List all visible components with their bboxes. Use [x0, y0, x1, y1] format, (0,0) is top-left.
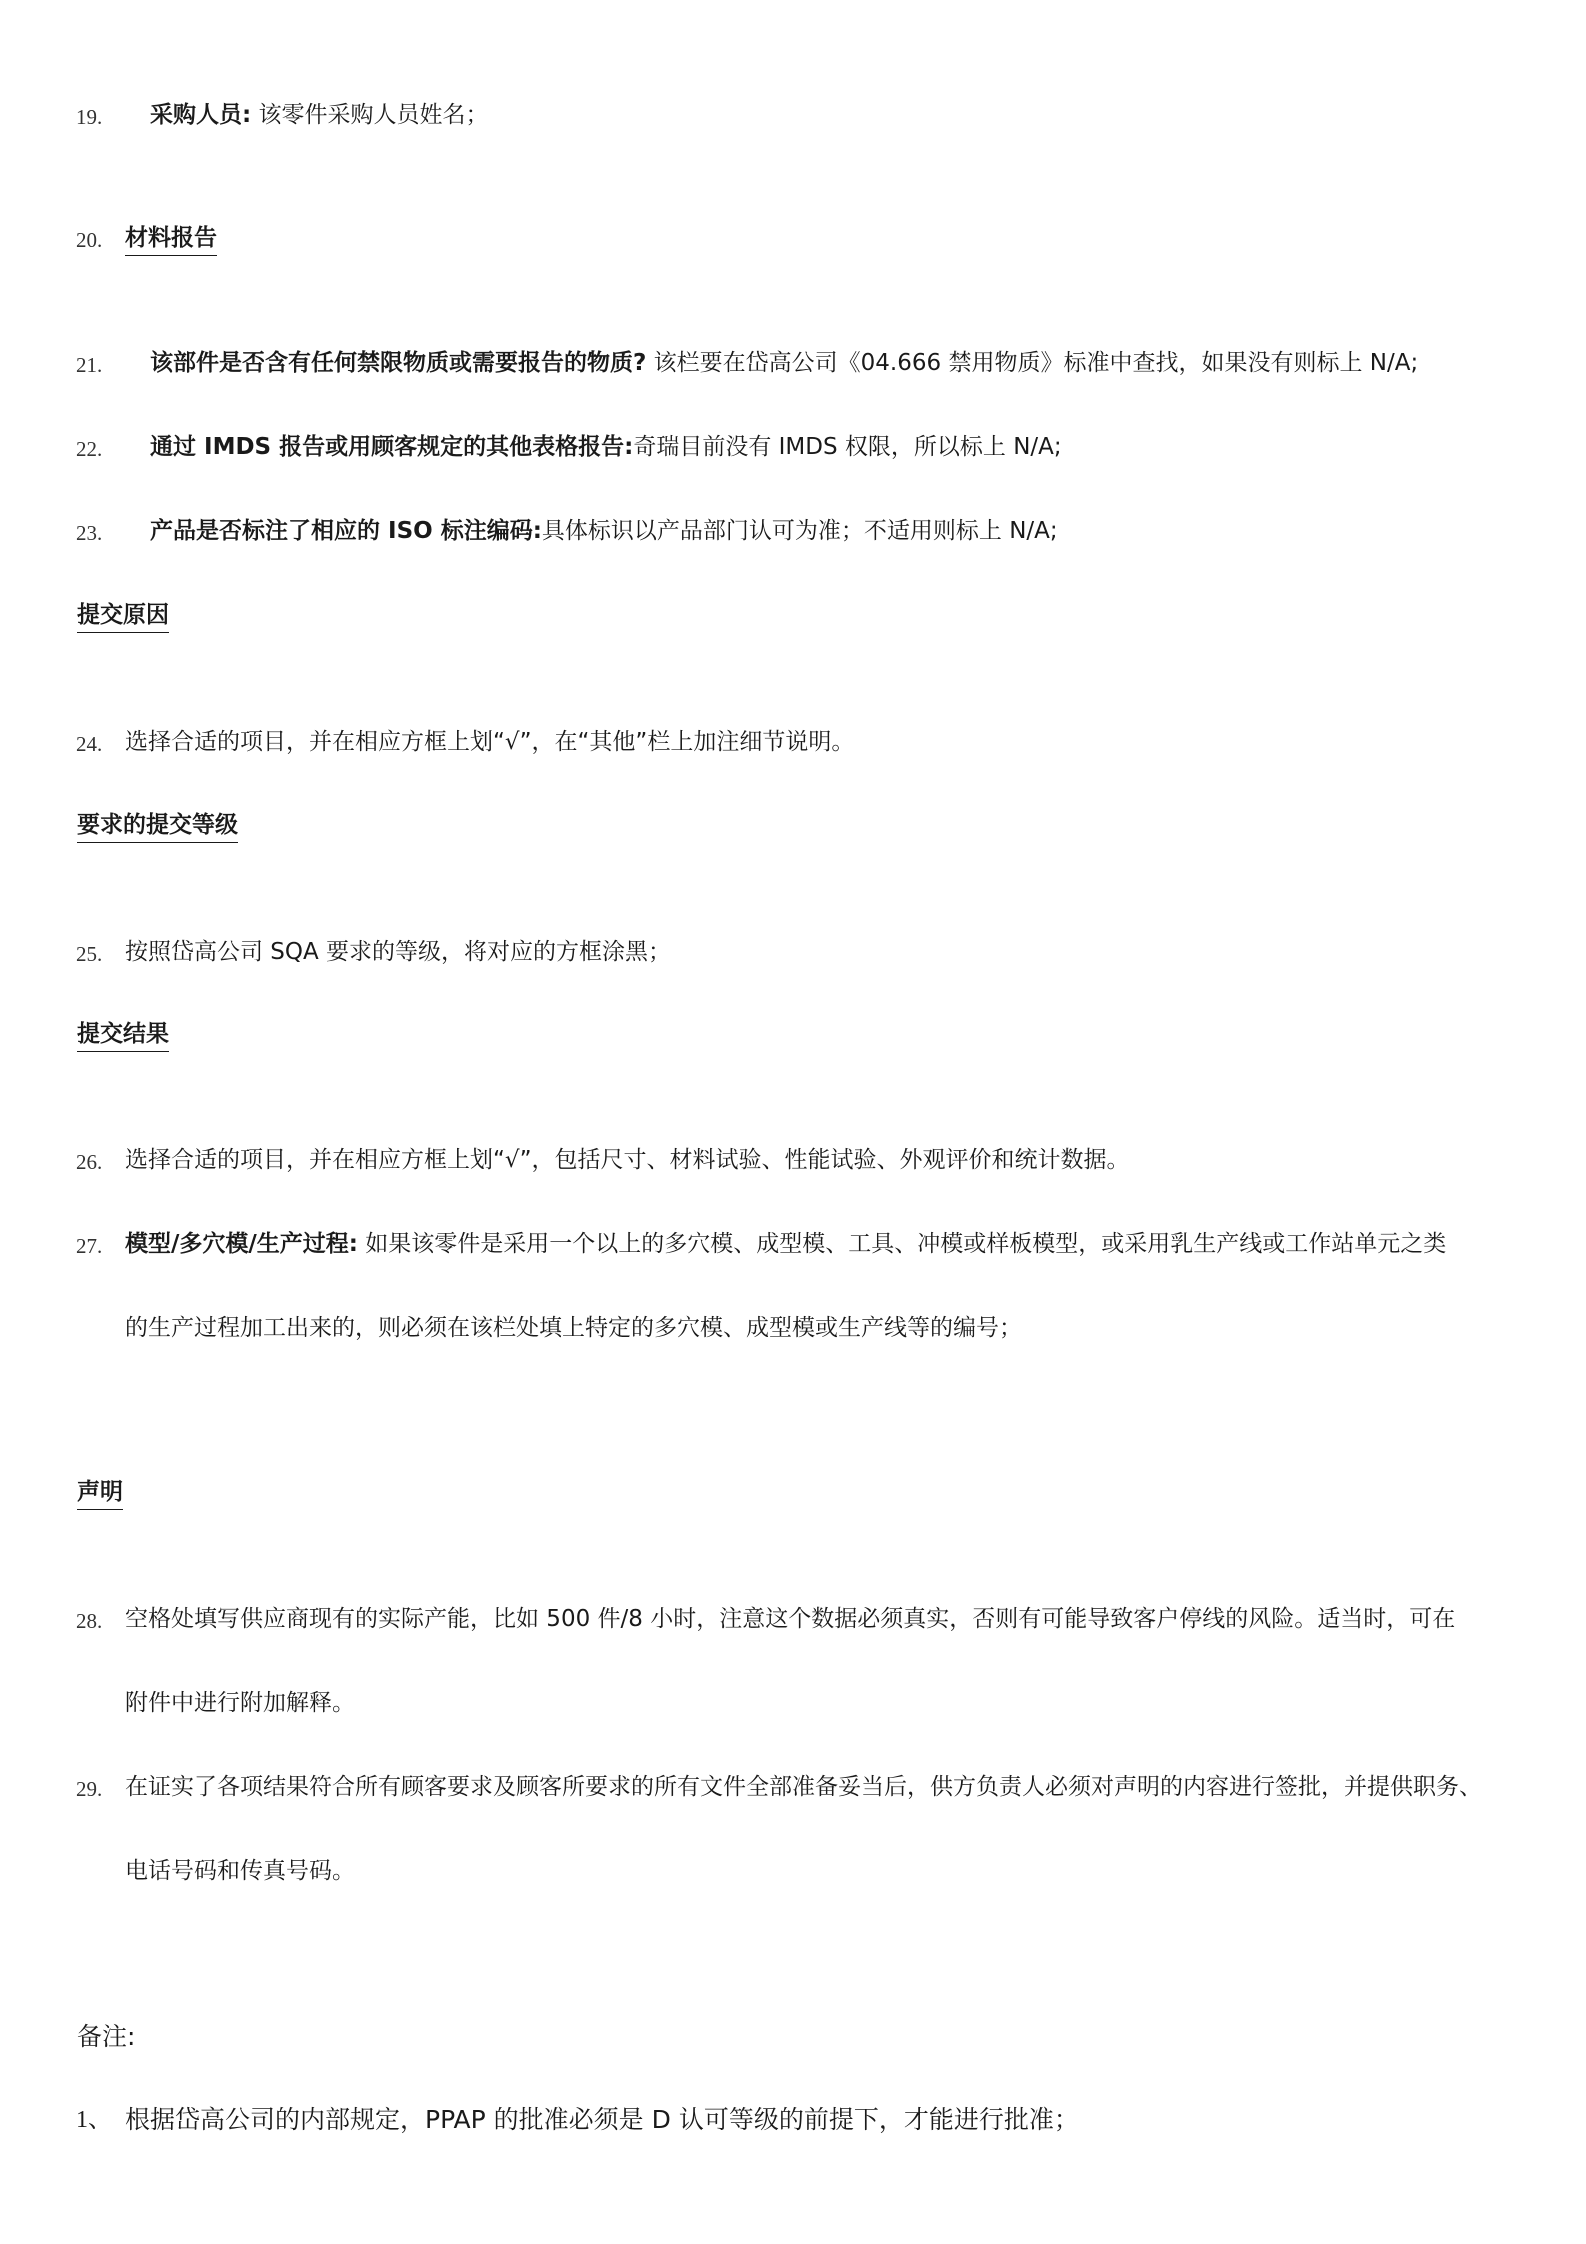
item-number: 27.	[76, 1234, 103, 1258]
note-text: 根据岱高公司的内部规定，PPAP 的批准必须是 D 认可等级的前提下，才能进行批准；	[125, 2105, 1079, 2134]
item-number: 26.	[76, 1150, 103, 1174]
item-number: 22.	[76, 437, 103, 461]
item-text: 采购人员: 该零件采购人员姓名；	[150, 102, 489, 128]
item-text: 空格处填写供应商现有的实际产能，比如 500 件/8 小时，注意这个数据必须真实，否则有可能导致客户停线的风险。适当时，可在	[125, 1606, 1456, 1632]
item-number: 28.	[76, 1609, 103, 1633]
item-text: 选择合适的项目，并在相应方框上划“√”，包括尺寸、材料试验、性能试验、外观评价和统计数据。	[125, 1147, 1130, 1173]
item-text: 在证实了各项结果符合所有顾客要求及顾客所要求的所有文件全部准备妥当后，供方负责人必须对声明的内容进行签批，并提供职务、	[125, 1774, 1482, 1800]
item-number: 23.	[76, 521, 103, 545]
item-number: 24.	[76, 732, 103, 756]
item-number: 21.	[76, 353, 103, 377]
item-text: 电话号码和传真号码。	[125, 1858, 355, 1884]
item-text: 的生产过程加工出来的，则必须在该栏处填上特定的多穴模、成型模或生产线等的编号；	[125, 1315, 1022, 1341]
section-heading-material-report: 材料报告	[125, 223, 217, 256]
note-number: 1、	[76, 2107, 112, 2133]
item-text: 按照岱高公司 SQA 要求的等级，将对应的方框涂黑；	[125, 939, 672, 965]
section-heading-submit-reason: 提交原因	[77, 600, 169, 633]
item-text: 选择合适的项目，并在相应方框上划“√”，在“其他”栏上加注细节说明。	[125, 729, 855, 755]
item-text: 该部件是否含有任何禁限物质或需要报告的物质? 该栏要在岱高公司《04.666 禁用物质》标准中查找，如果没有则标上 N/A;	[150, 350, 1419, 376]
item-text	[125, 223, 217, 256]
item-text: 模型/多穴模/生产过程: 如果该零件是采用一个以上的多穴模、成型模、工具、冲模或样板模型，或采用乳生产线或工作站单元之类	[125, 1231, 1447, 1257]
item-number: 20.	[76, 228, 103, 252]
section-heading-submit-result: 提交结果	[77, 1019, 169, 1052]
remarks-title: 备注:	[77, 2022, 136, 2051]
item-text: 通过 IMDS 报告或用顾客规定的其他表格报告:奇瑞目前没有 IMDS 权限，所以标上 N/A;	[150, 434, 1062, 460]
item-number: 19.	[76, 105, 103, 129]
item-text: 附件中进行附加解释。	[125, 1690, 355, 1716]
item-number: 29.	[76, 1777, 103, 1801]
item-text: 产品是否标注了相应的 ISO 标注编码:具体标识以产品部门认可为准；不适用则标上 N/A;	[150, 518, 1058, 544]
section-heading-declaration: 声明	[77, 1477, 123, 1510]
section-heading-submit-level: 要求的提交等级	[77, 810, 238, 843]
item-number: 25.	[76, 942, 103, 966]
